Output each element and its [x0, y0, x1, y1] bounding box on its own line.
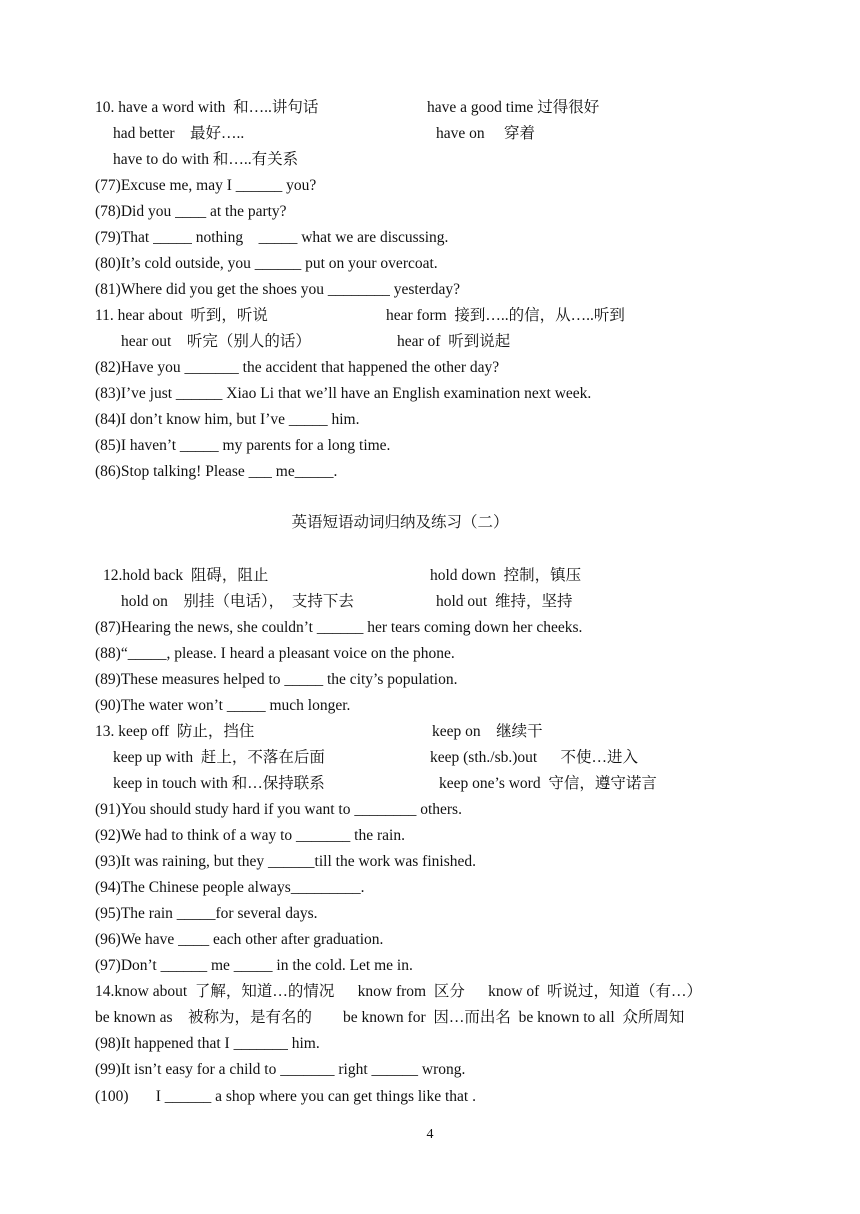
- question-87: (87)Hearing the news, she couldn’t ______ her tears coming down her cheeks.: [95, 619, 583, 636]
- question-95: (95)The rain _____for several days.: [95, 905, 318, 922]
- phrase-12-hold-back: 12.hold back 阻碍，阻止: [103, 567, 269, 584]
- question-97: (97)Don’t ______ me _____ in the cold. Let me in.: [95, 957, 413, 974]
- phrase-have-on: have on 穿着: [436, 125, 536, 142]
- question-85: (85)I haven’t _____ my parents for a long time.: [95, 437, 391, 454]
- question-83: (83)I’ve just ______ Xiao Li that we’ll have an English examination next week.: [95, 385, 592, 402]
- phrase-hold-down: hold down 控制，镇压: [430, 567, 582, 584]
- question-80: (80)It’s cold outside, you ______ put on your overcoat.: [95, 255, 438, 272]
- question-94: (94)The Chinese people always_________.: [95, 879, 365, 896]
- question-88: (88)“_____, please. I heard a pleasant voice on the phone.: [95, 645, 455, 662]
- question-82: (82)Have you _______ the accident that happened the other day?: [95, 359, 500, 376]
- section-title: 英语短语动词归纳及练习（二）: [291, 514, 509, 531]
- page-number: 4: [426, 1127, 434, 1142]
- question-77: (77)Excuse me, may I ______ you?: [95, 177, 317, 194]
- question-86: (86)Stop talking! Please ___ me_____.: [95, 463, 338, 480]
- phrase-10-have-a-word-with: 10. have a word with 和…..讲句话: [95, 99, 319, 116]
- phrase-14-know-about-line: 14.know about 了解，知道…的情况 know from 区分 know of 听说过，知道（有…）: [95, 983, 703, 1000]
- question-98: (98)It happened that I _______ him.: [95, 1035, 320, 1052]
- question-78: (78)Did you ____ at the party?: [95, 203, 287, 220]
- phrase-hear-form: hear form 接到…..的信，从…..听到: [386, 307, 625, 324]
- question-96: (96)We have ____ each other after graduation.: [95, 931, 384, 948]
- question-99: (99)It isn’t easy for a child to _______ right ______ wrong.: [95, 1061, 466, 1078]
- phrase-hear-of: hear of 听到说起: [397, 333, 511, 350]
- question-81: (81)Where did you get the shoes you ________ yesterday?: [95, 281, 461, 298]
- phrase-hold-out: hold out 维持，坚持: [436, 593, 573, 610]
- phrase-keep-out: keep (sth./sb.)out 不使…进入: [430, 749, 638, 766]
- question-100: (100) I ______ a shop where you can get things like that .: [95, 1088, 476, 1105]
- phrase-have-to-do-with: have to do with 和…..有关系: [113, 151, 299, 168]
- phrase-keep-in-touch-with: keep in touch with 和…保持联系: [113, 775, 325, 792]
- question-92: (92)We had to think of a way to _______ the rain.: [95, 827, 405, 844]
- question-91: (91)You should study hard if you want to ________ others.: [95, 801, 462, 818]
- phrase-hear-out: hear out 听完（别人的话）: [121, 333, 311, 350]
- question-93: (93)It was raining, but they ______till the work was finished.: [95, 853, 476, 870]
- phrase-keep-up-with: keep up with 赶上，不落在后面: [113, 749, 325, 766]
- phrase-be-known-line: be known as 被称为，是有名的 be known for 因…而出名 be known to all 众所周知: [95, 1009, 685, 1026]
- question-79: (79)That _____ nothing _____ what we are discussing.: [95, 229, 449, 246]
- question-89: (89)These measures helped to _____ the city’s population.: [95, 671, 458, 688]
- question-84: (84)I don’t know him, but I’ve _____ him.: [95, 411, 360, 428]
- phrase-keep-on: keep on 继续干: [432, 723, 543, 740]
- question-90: (90)The water won’t _____ much longer.: [95, 697, 351, 714]
- phrase-13-keep-off: 13. keep off 防止，挡住: [95, 723, 255, 740]
- phrase-keep-ones-word: keep one’s word 守信，遵守诺言: [439, 775, 657, 792]
- phrase-have-a-good-time: have a good time 过得很好: [427, 99, 600, 116]
- phrase-had-better: had better 最好…..: [113, 125, 245, 142]
- phrase-11-hear-about: 11. hear about 听到，听说: [95, 307, 268, 324]
- phrase-hold-on: hold on 别挂（电话）， 支持下去: [121, 593, 354, 610]
